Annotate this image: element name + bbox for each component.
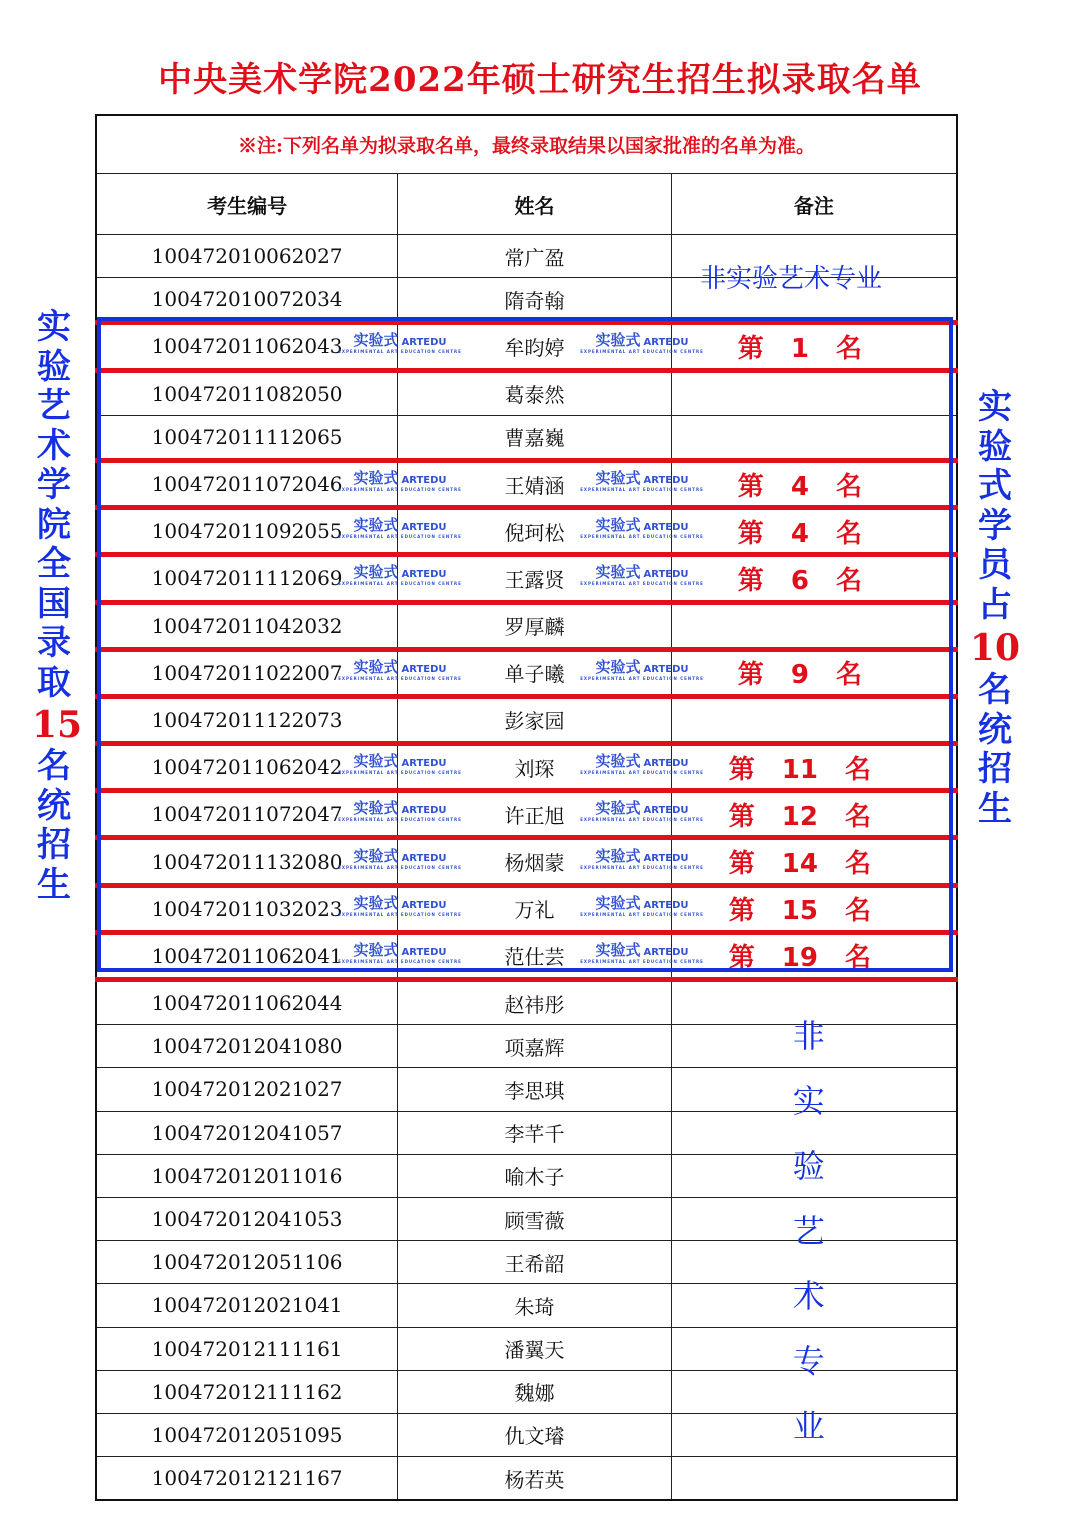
watermark-logo-text: 实验式	[353, 846, 399, 865]
table-row	[96, 1025, 957, 1068]
candidate-name-text: 李思琪	[504, 1078, 565, 1103]
remark-cell	[671, 932, 957, 979]
watermark-logo-text: 实验式	[595, 799, 641, 818]
watermark-brand: ARTEDU	[401, 758, 447, 770]
watermark-tagline: EXPERIMENTAL ART EDUCATION CENTRE	[338, 911, 462, 917]
table-row	[96, 696, 957, 743]
note-text: ※注:下列名单为拟录取名单，最终录取结果以国家批准的名单为准。	[96, 115, 957, 174]
watermark-brand: ARTEDU	[401, 337, 447, 349]
candidate-id: 100472011062044	[96, 980, 398, 1025]
remark-cell	[671, 649, 957, 696]
rank-label: 第 11 名	[728, 754, 872, 785]
candidate-id: 100472010072034	[96, 278, 398, 323]
candidate-name	[398, 1241, 672, 1284]
watermark-logo-text: 实验式	[595, 516, 641, 535]
watermark-tagline: EXPERIMENTAL ART EDUCATION CENTRE	[580, 817, 704, 823]
watermark-brand: ARTEDU	[643, 522, 689, 534]
watermark-logo-text: 实验式	[595, 657, 641, 676]
table-row	[96, 1241, 957, 1284]
watermark-tagline: EXPERIMENTAL ART EDUCATION CENTRE	[338, 817, 462, 823]
watermark-logo	[338, 331, 462, 356]
watermark-logo-text: 实验式	[595, 846, 641, 865]
candidate-name-text: 单子曦	[504, 662, 565, 687]
watermark-tagline: EXPERIMENTAL ART EDUCATION CENTRE	[580, 864, 704, 870]
table-row	[96, 1457, 957, 1501]
candidate-id: 100472012021027	[96, 1068, 398, 1111]
watermark-tagline: EXPERIMENTAL ART EDUCATION CENTRE	[580, 911, 704, 917]
annotation-right-number: 10	[970, 627, 1021, 669]
annotation-non-experimental-vertical: 非实验艺术专业	[792, 1017, 825, 1445]
watermark-brand: ARTEDU	[643, 758, 689, 770]
table-row	[96, 649, 957, 696]
table-row	[96, 744, 957, 791]
remark-cell	[671, 508, 957, 555]
page-title: 中央美术学院2022年硕士研究生招生拟录取名单	[158, 60, 922, 100]
candidate-name	[398, 1284, 672, 1327]
candidate-name	[338, 555, 704, 602]
rank-label: 第 1 名	[737, 333, 862, 364]
rank-label: 第 6 名	[737, 565, 862, 596]
watermark-brand: ARTEDU	[643, 852, 689, 864]
candidate-id: 100472012021041	[96, 1284, 398, 1327]
watermark-logo-text: 实验式	[595, 331, 641, 350]
watermark-tagline: EXPERIMENTAL ART EDUCATION CENTRE	[580, 534, 704, 540]
watermark-logo	[338, 893, 462, 919]
table-row	[96, 1154, 957, 1197]
candidate-name	[338, 460, 704, 507]
remark-cell	[671, 696, 957, 743]
watermark-logo	[338, 940, 462, 966]
watermark-tagline: EXPERIMENTAL ART EDUCATION CENTRE	[338, 675, 462, 681]
header-remark: 备注	[671, 174, 957, 235]
annotation-non-experimental-top: 非实验艺术专业	[700, 264, 883, 294]
candidate-id: 100472012011016	[96, 1154, 398, 1197]
candidate-id: 100472012051095	[96, 1413, 398, 1456]
candidate-name-text: 牟昀婷	[504, 335, 565, 360]
table-row	[96, 1413, 957, 1456]
watermark-brand: ARTEDU	[643, 663, 689, 675]
watermark-tagline: EXPERIMENTAL ART EDUCATION CENTRE	[580, 349, 704, 355]
candidate-name	[338, 744, 704, 791]
candidate-name	[398, 1327, 672, 1370]
candidate-id: 100472011092055	[96, 508, 398, 555]
candidate-name	[338, 932, 704, 979]
remark-cell	[671, 791, 957, 838]
candidate-id: 100472011062042	[96, 744, 398, 791]
watermark-logo	[338, 799, 462, 824]
table-row	[96, 980, 957, 1025]
candidate-id: 100472012051106	[96, 1241, 398, 1284]
watermark-logo-text: 实验式	[595, 752, 641, 771]
watermark-brand: ARTEDU	[401, 475, 447, 487]
watermark-logo-text: 实验式	[595, 893, 641, 912]
candidate-id: 100472011072046	[96, 460, 398, 507]
candidate-name-text: 彭家园	[504, 709, 565, 734]
watermark-tagline: EXPERIMENTAL ART EDUCATION CENTRE	[338, 581, 462, 587]
candidate-name	[338, 649, 704, 696]
remark-cell	[671, 555, 957, 602]
watermark-tagline: EXPERIMENTAL ART EDUCATION CENTRE	[580, 581, 704, 587]
rank-label: 第 19 名	[728, 943, 872, 974]
candidate-name-text: 王婧涵	[504, 473, 565, 498]
candidate-name-text: 王希韶	[504, 1251, 565, 1276]
table-row	[96, 1068, 957, 1111]
candidate-name	[338, 508, 704, 555]
annotation-right-vertical	[970, 388, 1020, 829]
candidate-id: 100472012121167	[96, 1457, 398, 1501]
candidate-name-text: 倪珂松	[504, 520, 565, 545]
candidate-name	[398, 278, 672, 323]
candidate-id: 100472011112069	[96, 555, 398, 602]
watermark-logo	[338, 563, 462, 588]
candidate-name-text: 潘翼天	[504, 1338, 565, 1363]
watermark-tagline: EXPERIMENTAL ART EDUCATION CENTRE	[338, 349, 462, 355]
candidate-id: 100472012111161	[96, 1327, 398, 1370]
watermark-tagline: EXPERIMENTAL ART EDUCATION CENTRE	[338, 958, 462, 964]
watermark-logo-text: 实验式	[353, 752, 399, 771]
watermark-brand: ARTEDU	[643, 805, 689, 817]
candidate-name-text: 朱琦	[514, 1294, 555, 1319]
candidate-id: 100472011022007	[96, 649, 398, 696]
table-row	[96, 838, 957, 885]
rank-label: 第 9 名	[737, 660, 862, 691]
candidate-id: 100472011062041	[96, 932, 398, 979]
watermark-brand: ARTEDU	[643, 569, 689, 581]
watermark-logo-text: 实验式	[353, 516, 399, 535]
watermark-logo-text: 实验式	[595, 940, 641, 959]
watermark-logo-text: 实验式	[595, 563, 641, 582]
candidate-name-text: 曹嘉巍	[504, 426, 565, 451]
table-row	[96, 460, 957, 507]
candidate-name-text: 范仕芸	[504, 945, 565, 970]
watermark-tagline: EXPERIMENTAL ART EDUCATION CENTRE	[338, 487, 462, 493]
table-row	[96, 555, 957, 602]
candidate-name-text: 许正旭	[504, 803, 565, 828]
table-row	[96, 1370, 957, 1413]
candidate-name-text: 喻木子	[504, 1165, 565, 1190]
candidate-name-text: 罗厚麟	[504, 615, 565, 640]
rank-label: 第 4 名	[737, 471, 862, 502]
watermark-brand: ARTEDU	[643, 899, 689, 911]
watermark-brand: ARTEDU	[401, 899, 447, 911]
annotation-left-text-a: 实验艺术学院全国录取	[37, 307, 71, 703]
watermark-logo-text: 实验式	[353, 469, 399, 488]
candidate-name-text: 项嘉辉	[504, 1035, 565, 1060]
candidate-name-text: 万礼	[514, 898, 555, 923]
candidate-name-text: 杨若英	[504, 1467, 565, 1492]
candidate-name-text: 隋奇翰	[504, 288, 565, 313]
watermark-tagline: EXPERIMENTAL ART EDUCATION CENTRE	[338, 770, 462, 776]
remark-cell	[671, 744, 957, 791]
candidate-name	[398, 235, 672, 278]
table-row	[96, 508, 957, 555]
candidate-id: 100472012041053	[96, 1197, 398, 1240]
table-row	[96, 370, 957, 415]
candidate-id: 100472011132080	[96, 838, 398, 885]
candidate-name-text: 顾雪薇	[504, 1208, 565, 1233]
candidate-name	[398, 370, 672, 415]
candidate-name	[338, 323, 704, 370]
watermark-brand: ARTEDU	[401, 852, 447, 864]
annotation-right-text-a: 实验式学员占	[978, 387, 1012, 625]
rank-label: 第 4 名	[737, 518, 862, 549]
table-row	[96, 1111, 957, 1154]
candidate-name	[398, 1413, 672, 1456]
watermark-logo	[338, 469, 462, 494]
watermark-tagline: EXPERIMENTAL ART EDUCATION CENTRE	[338, 534, 462, 540]
table-row	[96, 1197, 957, 1240]
candidate-name	[398, 1154, 672, 1197]
watermark-tagline: EXPERIMENTAL ART EDUCATION CENTRE	[580, 487, 704, 493]
candidate-name-text: 仇文璿	[504, 1424, 565, 1449]
watermark-logo	[338, 752, 462, 777]
candidate-name	[338, 838, 704, 885]
remark-cell	[671, 323, 957, 370]
candidate-name	[398, 1197, 672, 1240]
admission-table	[95, 114, 958, 1501]
remark-cell	[671, 602, 957, 649]
note-row	[96, 115, 957, 174]
candidate-name	[398, 602, 672, 649]
table-row	[96, 415, 957, 460]
candidate-name-text: 葛泰然	[504, 383, 565, 408]
candidate-id: 100472011082050	[96, 370, 398, 415]
candidate-name	[398, 415, 672, 460]
candidate-name	[398, 1111, 672, 1154]
remark-cell	[671, 885, 957, 932]
remark-cell	[671, 460, 957, 507]
candidate-name	[398, 1457, 672, 1501]
watermark-brand: ARTEDU	[643, 337, 689, 349]
header-row	[96, 174, 957, 235]
watermark-tagline: EXPERIMENTAL ART EDUCATION CENTRE	[580, 675, 704, 681]
annotation-left-vertical	[32, 307, 83, 905]
watermark-logo-text: 实验式	[595, 469, 641, 488]
table-row	[96, 1284, 957, 1327]
watermark-tagline: EXPERIMENTAL ART EDUCATION CENTRE	[338, 864, 462, 870]
remark-cell	[671, 1457, 957, 1501]
candidate-id: 100472011062043	[96, 323, 398, 370]
watermark-logo-text: 实验式	[353, 893, 399, 912]
annotation-left-text-b: 名统招生	[37, 746, 71, 905]
watermark-logo	[338, 657, 462, 683]
rank-label: 第 15 名	[728, 896, 872, 927]
candidate-id: 100472011072047	[96, 791, 398, 838]
candidate-id: 100472011032023	[96, 885, 398, 932]
watermark-brand: ARTEDU	[643, 475, 689, 487]
watermark-brand: ARTEDU	[401, 569, 447, 581]
remark-cell	[671, 415, 957, 460]
candidate-name-text: 魏娜	[514, 1381, 555, 1406]
candidate-name-text: 杨烟蒙	[504, 851, 565, 876]
watermark-brand: ARTEDU	[401, 805, 447, 817]
table-row	[96, 932, 957, 979]
annotation-left-number: 15	[32, 704, 83, 746]
candidate-name	[398, 696, 672, 743]
watermark-logo-text: 实验式	[353, 563, 399, 582]
table-row	[96, 602, 957, 649]
candidate-name-text: 常广盈	[504, 245, 565, 270]
table-row	[96, 791, 957, 838]
watermark-tagline: EXPERIMENTAL ART EDUCATION CENTRE	[580, 770, 704, 776]
candidate-id: 100472012041057	[96, 1111, 398, 1154]
watermark-brand: ARTEDU	[401, 663, 447, 675]
watermark-brand: ARTEDU	[401, 946, 447, 958]
watermark-tagline: EXPERIMENTAL ART EDUCATION CENTRE	[580, 958, 704, 964]
annotation-right-text-b: 名统招生	[978, 670, 1012, 829]
watermark-logo-text: 实验式	[353, 657, 399, 676]
candidate-name-text: 赵祎彤	[504, 992, 565, 1017]
candidate-name-text: 王露贤	[504, 567, 565, 592]
table-row	[96, 885, 957, 932]
table-row	[96, 323, 957, 370]
candidate-id: 100472010062027	[96, 235, 398, 278]
header-name: 姓名	[398, 174, 672, 235]
watermark-brand: ARTEDU	[401, 522, 447, 534]
rank-label: 第 12 名	[728, 801, 872, 832]
candidate-id: 100472012111162	[96, 1370, 398, 1413]
watermark-logo-text: 实验式	[353, 940, 399, 959]
remark-cell	[671, 370, 957, 415]
candidate-name-text: 李芊千	[504, 1122, 565, 1147]
watermark-logo	[338, 846, 462, 872]
candidate-name-text: 刘琛	[514, 756, 555, 781]
candidate-name	[398, 980, 672, 1025]
candidate-id: 100472011042032	[96, 602, 398, 649]
rank-label: 第 14 名	[728, 849, 872, 880]
remark-cell	[671, 838, 957, 885]
header-id: 考生编号	[96, 174, 398, 235]
candidate-name	[398, 1025, 672, 1068]
candidate-id: 100472011112065	[96, 415, 398, 460]
candidate-name	[398, 1068, 672, 1111]
watermark-brand: ARTEDU	[643, 946, 689, 958]
watermark-logo-text: 实验式	[353, 331, 399, 350]
candidate-name	[338, 791, 704, 838]
candidate-name	[338, 885, 704, 932]
table-row	[96, 1327, 957, 1370]
watermark-logo	[338, 516, 462, 541]
candidate-name	[398, 1370, 672, 1413]
watermark-logo-text: 实验式	[353, 799, 399, 818]
candidate-id: 100472011122073	[96, 696, 398, 743]
candidate-id: 100472012041080	[96, 1025, 398, 1068]
